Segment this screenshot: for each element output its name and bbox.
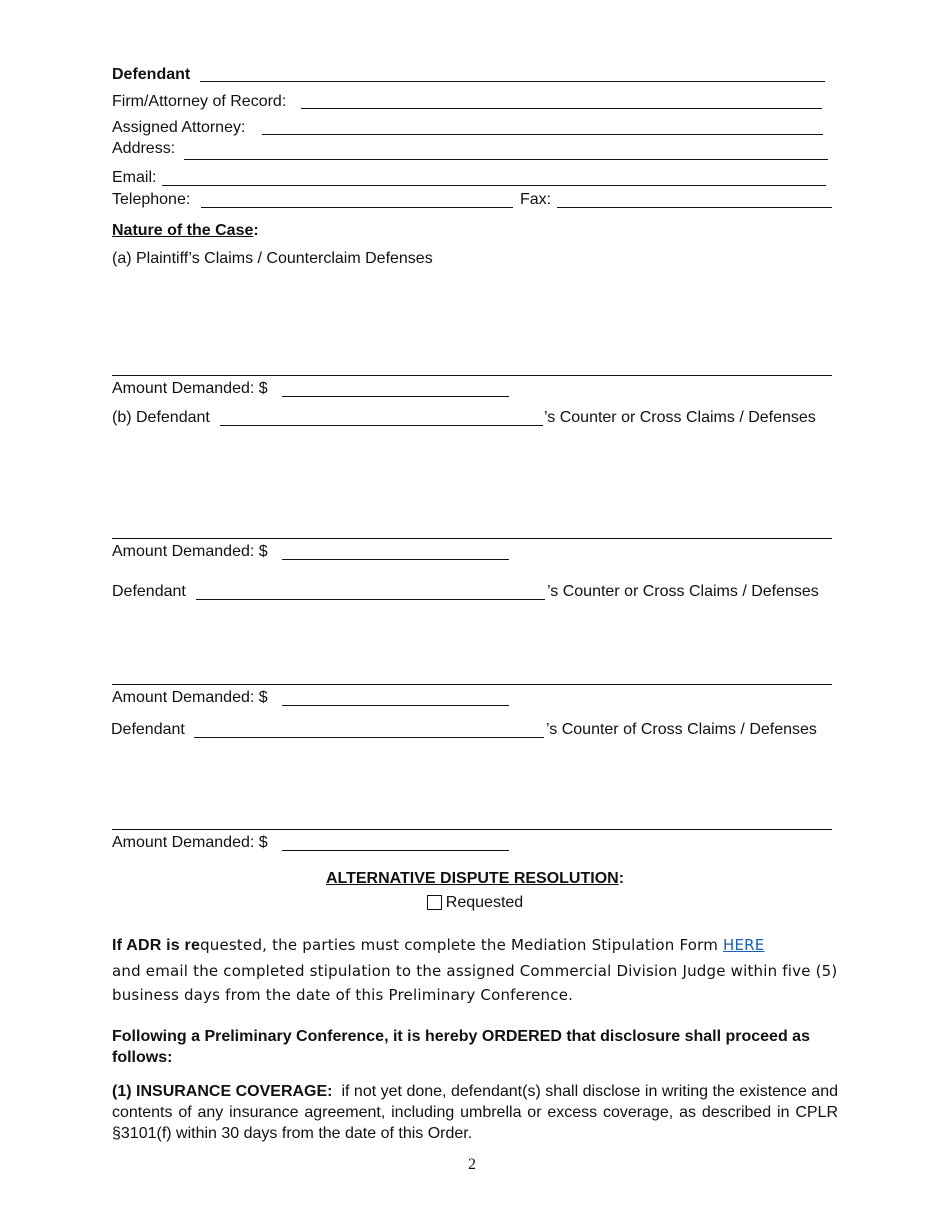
- address-line[interactable]: [184, 159, 828, 160]
- amount-demanded-line[interactable]: [282, 850, 509, 851]
- counter-cross-claims-label: ’s Counter or Cross Claims / Defenses: [544, 409, 816, 426]
- address-label: Address:: [112, 140, 176, 157]
- telephone-label: Telephone:: [112, 191, 191, 208]
- adr-instructions-text: quested, the parties must complete the Mediation Stipulation Form: [200, 936, 723, 954]
- adr-heading-colon: :: [618, 870, 625, 887]
- firm-attorney-label: Firm/Attorney of Record:: [112, 93, 287, 110]
- adr-heading: [0, 870, 950, 888]
- assigned-attorney-label: Assigned Attorney:: [112, 119, 246, 136]
- counter-of-cross-claims-label: ’s Counter of Cross Claims / Defenses: [546, 721, 817, 738]
- defendant-d-name-line[interactable]: [194, 737, 544, 738]
- amount-demanded-label: Amount Demanded: $: [112, 834, 268, 851]
- plaintiff-claims-line[interactable]: [112, 375, 832, 376]
- amount-demanded-line[interactable]: [282, 559, 509, 560]
- defendant-b-label: (b) Defendant: [112, 409, 210, 426]
- amount-demanded-label: Amount Demanded: $: [112, 380, 268, 397]
- defendant-c-label: Defendant: [112, 583, 186, 600]
- plaintiff-claims-label: (a) Plaintiff’s Claims / Counterclaim Defenses: [112, 250, 433, 267]
- amount-demanded-line[interactable]: [282, 705, 509, 706]
- defendant-d-claims-line[interactable]: [112, 829, 832, 830]
- telephone-line[interactable]: [201, 207, 513, 208]
- order-heading: Following a Preliminary Conference, it is hereby ORDERED that disclosure shall proceed as follows:: [112, 1028, 810, 1066]
- email-line[interactable]: [162, 185, 826, 186]
- adr-heading-text: ALTERNATIVE DISPUTE RESOLUTION: [325, 870, 619, 887]
- defendant-d-label: Defendant: [111, 721, 185, 738]
- adr-requested-checkbox[interactable]: [427, 895, 442, 910]
- insurance-coverage-text: if not yet done, defendant(s) shall disclose in writing the existence and contents of any insurance agreement, including umbrella or excess coverage, as described in CPLR §3101(f) within 30 days from the date of this Order.: [112, 1083, 843, 1142]
- counter-cross-claims-label: ’s Counter or Cross Claims / Defenses: [547, 583, 819, 600]
- nature-of-case-heading: [112, 222, 259, 240]
- adr-requested-label: Requested: [445, 894, 524, 911]
- adr-requested-row: [0, 894, 950, 912]
- defendant-c-claims-line[interactable]: [112, 684, 832, 685]
- nature-of-case-heading-text: Nature of the Case: [112, 222, 254, 239]
- defendant-name-line[interactable]: [200, 81, 825, 82]
- adr-instructions-bold: If ADR is re: [112, 937, 201, 954]
- amount-demanded-label: Amount Demanded: $: [112, 543, 268, 560]
- mediation-form-link[interactable]: HERE: [723, 936, 765, 954]
- defendant-label: Defendant: [112, 66, 191, 83]
- amount-demanded-line[interactable]: [282, 396, 509, 397]
- amount-demanded-label: Amount Demanded: $: [112, 689, 268, 706]
- adr-instructions: [112, 933, 838, 1008]
- defendant-b-claims-line[interactable]: [112, 538, 832, 539]
- nature-of-case-heading-colon: :: [253, 222, 259, 239]
- defendant-b-name-line[interactable]: [220, 425, 543, 426]
- email-label: Email:: [112, 169, 157, 186]
- insurance-coverage-label: (1) INSURANCE COVERAGE:: [112, 1083, 333, 1100]
- adr-instructions-rest: and email the completed stipulation to the assigned Commercial Division Judge within five (5) business days from the date of this Preliminary Conference.: [112, 961, 838, 1004]
- assigned-attorney-line[interactable]: [262, 134, 823, 135]
- insurance-coverage-paragraph: [112, 1081, 843, 1144]
- fax-label: Fax:: [520, 191, 552, 208]
- firm-attorney-line[interactable]: [301, 108, 822, 109]
- defendant-c-name-line[interactable]: [196, 599, 545, 600]
- page-number: 2: [468, 1156, 476, 1173]
- fax-line[interactable]: [557, 207, 832, 208]
